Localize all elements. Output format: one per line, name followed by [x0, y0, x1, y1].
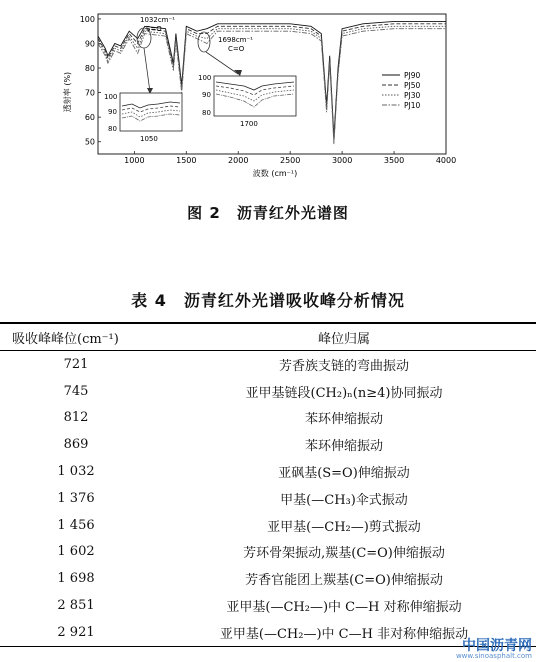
arrow-to-inset-left [144, 48, 150, 92]
peak-position-cell: 2 851 [57, 598, 95, 614]
x-tick-label: 1500 [176, 156, 197, 165]
table-header-row [0, 323, 536, 351]
y-tick-label: 80 [84, 64, 95, 74]
inset-right-ytick-90: 90 [202, 91, 211, 99]
peak-assignment-cell: 亚甲基(—CH₂—)剪式振动 [267, 519, 421, 535]
table-row [0, 565, 536, 592]
header-peak-position: 吸收峰峰位(cm⁻¹) [0, 323, 152, 351]
y-tick-label: 50 [84, 137, 95, 147]
peak-position-cell: 1 032 [57, 464, 95, 480]
y-tick-label: 60 [84, 113, 95, 123]
inset-left-ytick-100: 100 [104, 93, 118, 101]
peak-assignment-cell: 甲基(—CH₃)伞式振动 [280, 492, 408, 508]
peak-assignment-cell: 芳香官能团上羰基(C=O)伸缩振动 [245, 573, 443, 589]
peak-assignment-cell: 芳香族支链的弯曲振动 [278, 358, 409, 374]
inset-right-ytick-100: 100 [198, 74, 212, 82]
watermark-main-text: 中国沥青网 [462, 638, 532, 654]
table-row [0, 431, 536, 458]
y-tick-label: 90 [84, 39, 95, 49]
table-row [0, 405, 536, 432]
peak-position-cell: 1 456 [57, 517, 95, 533]
x-tick-label: 3500 [383, 156, 405, 165]
peak-assignment-cell: 亚甲基(—CH₂—)中 C—H 对称伸缩振动 [226, 600, 462, 616]
peak-assignment-cell: 芳环骨架振动,羰基(C=O)伸缩振动 [243, 546, 445, 562]
y-tick-label: 70 [84, 88, 95, 98]
x-tick-label: 2500 [279, 156, 301, 165]
table-row [0, 378, 536, 405]
table-row [0, 485, 536, 512]
peak-position-cell: 1 376 [57, 490, 95, 506]
ir-spectrum-chart [0, 0, 536, 200]
peak-position-cell: 745 [63, 383, 89, 399]
arrow-head-right [234, 70, 242, 76]
legend-label: PJ50 [404, 81, 421, 90]
peak-assignment-cell: 亚甲基(—CH₂—)中 C—H 非对称伸缩振动 [152, 619, 536, 646]
x-tick-label: 4000 [435, 156, 457, 165]
inset-right-ytick-80: 80 [202, 109, 211, 117]
annotation-so-line2: S=O [146, 25, 162, 33]
inset-left-ytick-80: 80 [108, 125, 117, 133]
legend-label: PJ10 [404, 101, 421, 110]
x-tick-label: 2000 [228, 156, 249, 165]
peak-position-cell: 869 [63, 437, 89, 453]
y-tick-label: 100 [79, 14, 95, 24]
inset-left [104, 93, 182, 143]
y-axis-label: 透射率 (%) [63, 71, 72, 113]
x-axis-label: 波数 (cm⁻¹) [252, 169, 298, 178]
figure-caption: 图 2 沥青红外光谱图 [187, 204, 349, 222]
annotation-co-line1: 1698cm⁻¹ [218, 36, 253, 44]
x-tick-label: 1000 [124, 156, 145, 165]
arrow-to-inset-right [206, 52, 238, 74]
table-title: 表 4 沥青红外光谱吸收峰分析情况 [131, 291, 405, 310]
watermark [456, 639, 532, 660]
peak-assignment-cell: 苯环伸缩振动 [304, 439, 383, 455]
x-axis-ticks [124, 151, 456, 165]
inset-right [198, 74, 296, 128]
inset-left-xtick: 1050 [140, 135, 158, 143]
legend-label: PJ90 [404, 71, 421, 80]
annotation-so-line1: 1032cm⁻¹ [140, 16, 175, 24]
peak-position-cell: 1 602 [57, 544, 95, 560]
inset-right-xtick: 1700 [240, 120, 258, 128]
absorption-peak-table [0, 322, 536, 647]
peak-assignment-cell: 苯环伸缩振动 [304, 412, 383, 428]
inset-left-ytick-90: 90 [108, 108, 117, 116]
x-tick-label: 3000 [331, 156, 353, 165]
peak-position-cell: 812 [63, 410, 89, 426]
watermark-url-text: www.sinoasphalt.com [455, 652, 532, 660]
peak-position-cell: 1 698 [57, 571, 95, 587]
table-row [0, 539, 536, 566]
legend-label: PJ30 [404, 91, 421, 100]
table-row [0, 458, 536, 485]
annotation-co-line2: C=O [228, 45, 245, 53]
peak-assignment-cell: 亚甲基链段(CH₂)ₙ(n≥4)协同振动 [245, 385, 443, 401]
chart-legend [382, 71, 421, 110]
ir-spectrum-figure [0, 0, 536, 200]
peak-position-cell: 721 [63, 356, 89, 372]
table-row [0, 512, 536, 539]
header-peak-assignment: 峰位归属 [152, 323, 536, 351]
peak-position-cell: 2 921 [0, 619, 152, 646]
peak-assignment-cell: 亚砜基(S=O)伸缩振动 [278, 466, 410, 482]
table-row [0, 351, 536, 378]
table-row [0, 592, 536, 619]
